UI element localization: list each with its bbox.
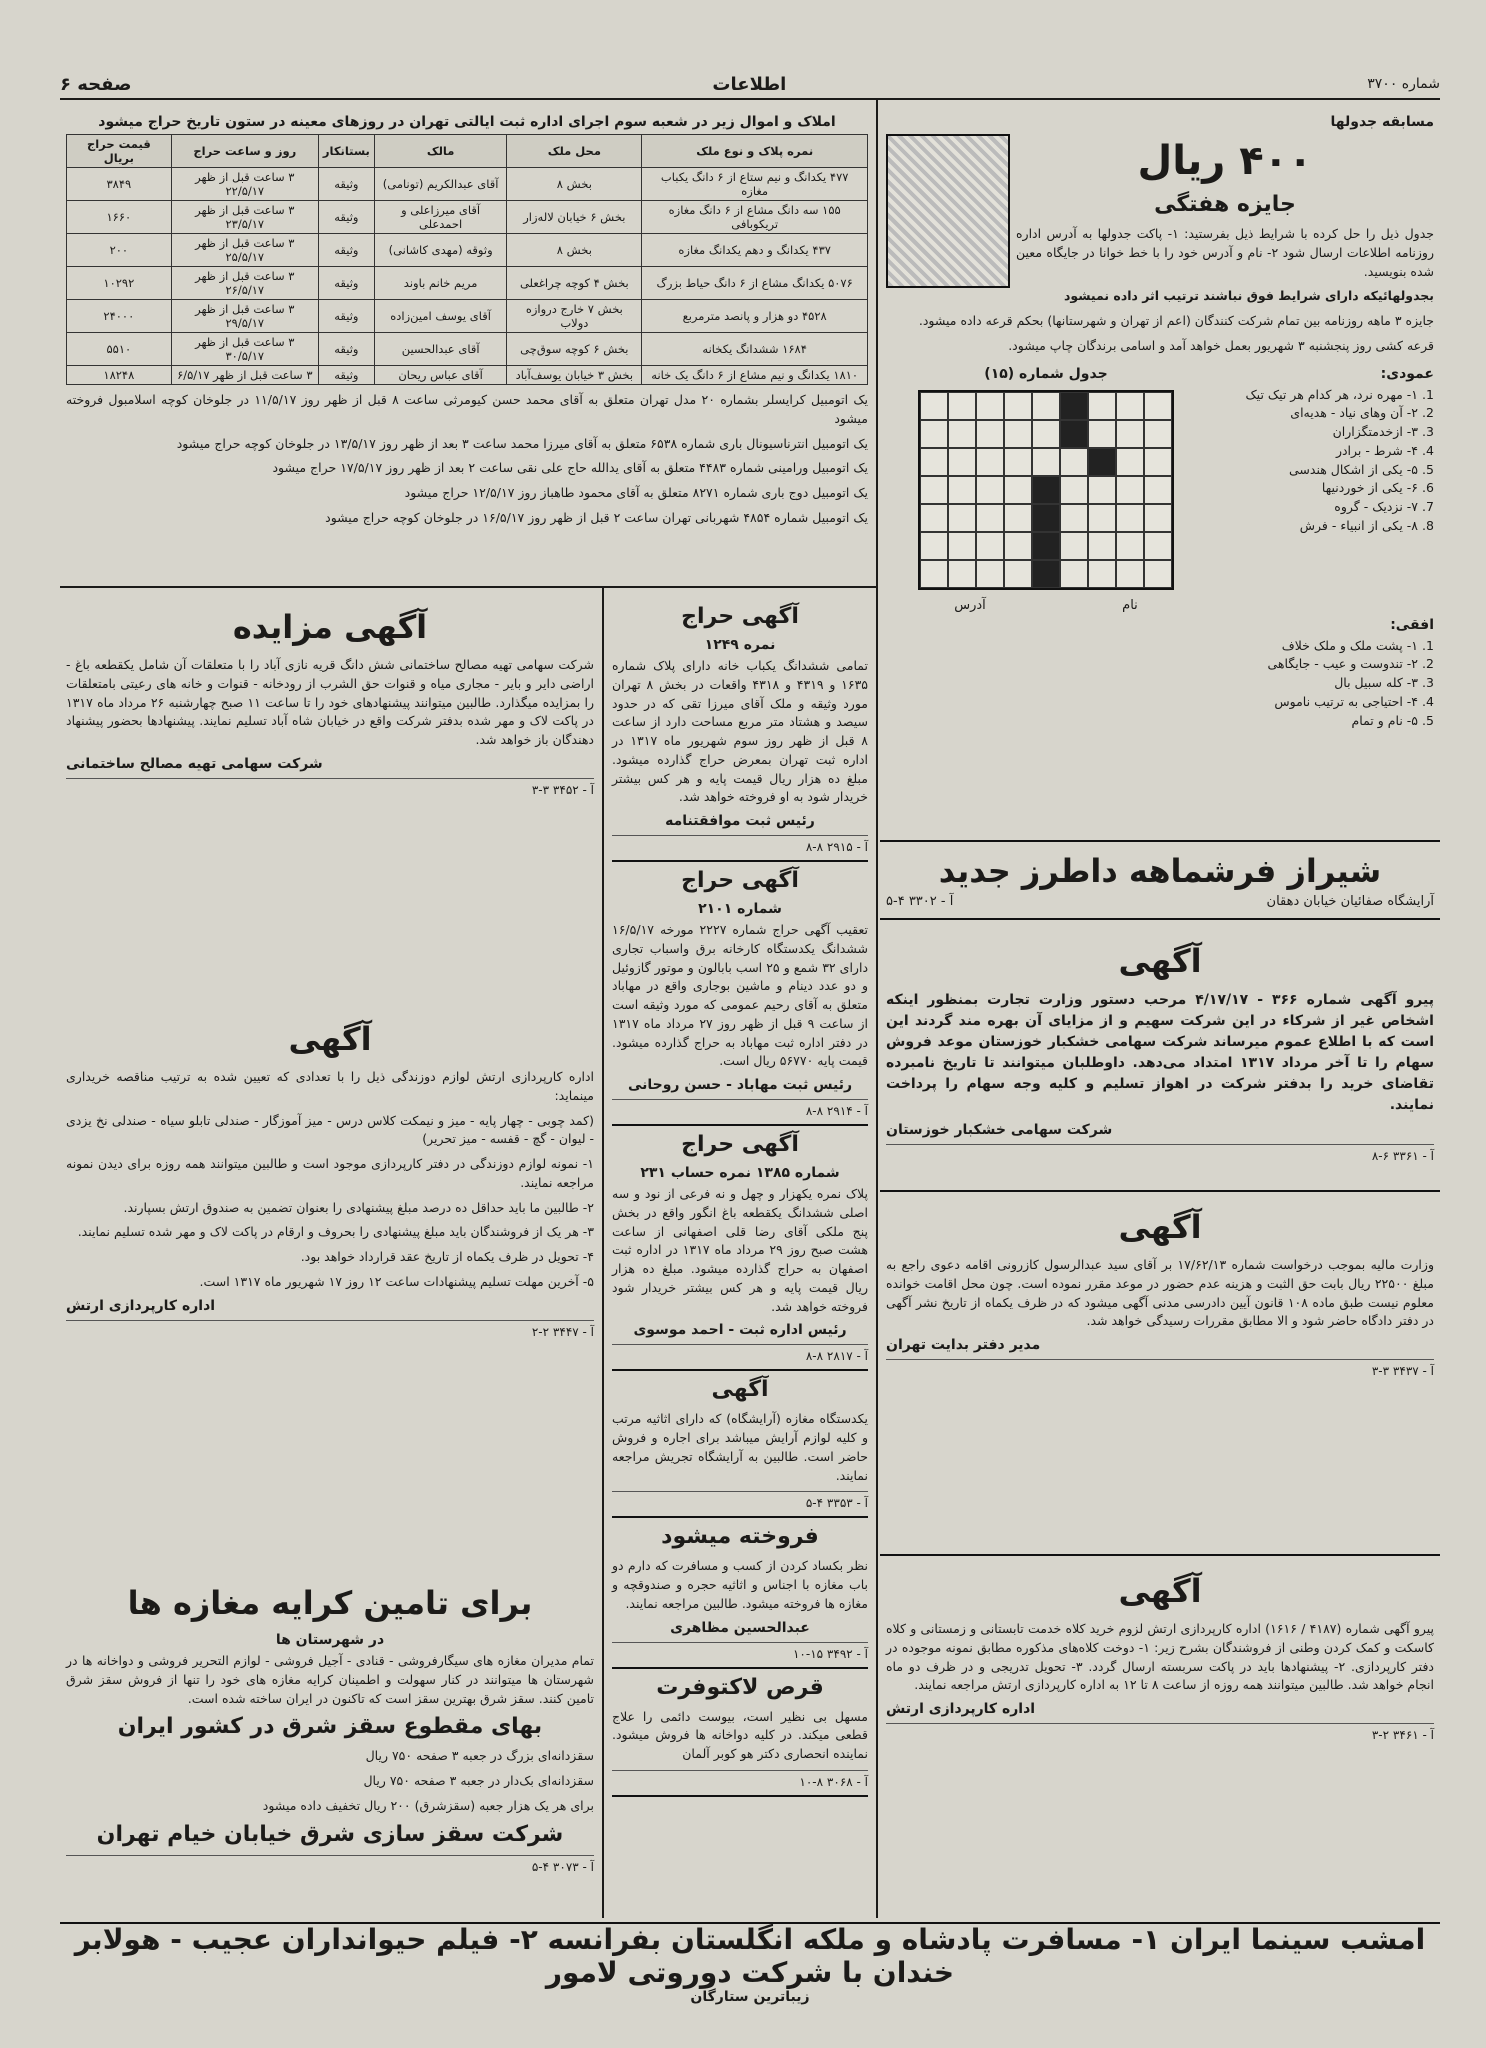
clue-item: 8. ۸- یکی از انبیاء - فرش	[1214, 517, 1418, 536]
table-cell: ۳۸۴۹	[67, 168, 172, 201]
crossword-cell[interactable]	[1060, 476, 1088, 504]
clue-item: 6. ۶- یکی از خوردنیها	[1214, 479, 1418, 498]
middle-notice-title: آگهی حراج	[681, 868, 799, 893]
crossword-cell[interactable]	[1116, 532, 1144, 560]
notice3-title: آگهی	[1118, 1572, 1202, 1610]
middle-notice-ref: آ - ۲۹۱۴ ۸-۸	[612, 1099, 868, 1118]
table-cell: بخش ۶ خیابان لاله‌زار	[507, 201, 642, 234]
clue-item: 2. ۲- آن وهای نیاد - هدیه‌ای	[1214, 404, 1418, 423]
notice1-signature: شرکت سهامی خشکبار خوزستان	[886, 1122, 1113, 1138]
shops-body: تمام مدیران مغازه های سیگارفروشی - قنادی - آجیل فروشی - لوازم التحریر فروشی و دواخانه ها در شهرستان ها میتوانند در کنار سهولت و اطمینان کرایه مغازه های خود را تنها از فروش سقز شرق تامین کنند. سقز شرق بهترین سقز است که تاکنون در ایران ساخته شده است.	[66, 1653, 594, 1706]
army-signature: اداره کارپردازی ارتش	[66, 1297, 216, 1314]
table-cell: ۲۴۰۰۰	[67, 300, 172, 333]
middle-notice	[612, 868, 868, 1126]
table-row	[67, 333, 868, 366]
middle-notice-body: یکدستگاه مغازه (آرایشگاه) که دارای اثاثیه مرتب و کلیه لوازم آرایش میباشد برای اجاره و فروش حاضر است. طالبین به آرایشگاه تجریش مراجعه نمایند.	[612, 1411, 868, 1483]
crossword-cell[interactable]	[1032, 560, 1060, 588]
army-condition: ۳- هر یک از فروشندگان باید مبلغ پیشنهادی را بحروف و ارقام در پاکت لاک و مهر شده تسلیم نمایند.	[77, 1224, 594, 1240]
notice2-body: وزارت مالیه بموجب درخواست شماره ۱۷/۶۲/۱۳ بر آقای سید عبدالرسول کازرونی اقامه دعوی راجع به مبلغ ۲۲۵۰۰ ریال بابت حق الثبت و هزینه عدم حضور در موعد مقرر نموده است. چون محل اقامت خوانده معلوم نیست طبق ماده ۱۰۸ قانون آیین دادرسی مدنی آگهی میشود که در ظرف یکماه از تاریخ نشر آگهی در دفتر دادگاه حاضر شود و الا مطابق مقررات رسیدگی خواهد شد.	[886, 1257, 1435, 1329]
middle-notice-body: نظر بکساد کردن از کسب و مسافرت که دارم دو باب مغازه با اجناس و اثاثیه حجره و صندوقچه و مغازه ها فروخته میشود. طالبین مراجعه نمایند.	[612, 1558, 868, 1611]
column-divider	[602, 588, 604, 1918]
puzzle-section-title: مسابقه جدولها	[1330, 114, 1434, 130]
table-row	[67, 234, 868, 267]
crossword-cell[interactable]	[976, 532, 1004, 560]
crossword-cell[interactable]	[976, 420, 1004, 448]
table-cell: ۳ ساعت قبل از ظهر ۶/۵/۱۷	[171, 366, 318, 385]
clue-item: 5. ۵- نام و تمام	[886, 712, 1418, 731]
ledger-section	[60, 104, 874, 584]
middle-notice-body: پلاک نمره یکهزار و چهل و نه فرعی از نود و سه اصلی ششدانگ یکقطعه باغ انگور واقع در بخش پنج ملکی آقای رضا قلی اصفهانی از ساعت هشت صبح روز ۲۹ مرداد ماه ۱۳۱۷ در اداره ثبت اصفهان به حراج گذارده میشود. مبلغ ده هزار ریال قیمت پایه و هر کس بیشتر خریدار شود فروخته خواهد شد.	[612, 1186, 868, 1314]
table-cell: آقای عبدالکریم (تونامی)	[374, 168, 507, 201]
table-cell: وثیقه	[318, 201, 374, 234]
crossword-cell[interactable]	[1004, 560, 1032, 588]
table-cell: ۱۰۲۹۲	[67, 267, 172, 300]
army-title: آگهی	[288, 1020, 372, 1058]
auction-ref: آ - ۳۴۵۲ ۳-۳	[66, 778, 594, 797]
ledger-note: یک اتومبیل دوج باری شماره ۸۲۷۱ متعلق به آقای محمود طاهباز روز ۱۲/۵/۱۷ حراج میشود	[404, 485, 868, 500]
puzzle-down-clues	[1214, 386, 1434, 536]
crossword-cell[interactable]	[948, 448, 976, 476]
table-cell: بخش ۶ کوچه سوق‌چی	[507, 333, 642, 366]
ledger-column-header: محل ملک	[507, 135, 642, 168]
crossword-cell[interactable]	[920, 504, 948, 532]
middle-notice-title: آگهی حراج	[681, 604, 799, 629]
crossword-cell[interactable]	[1116, 392, 1144, 420]
ledger-note: یک اتومبیل کرایسلر بشماره ۲۰ مدل تهران متعلق به آقای محمد حسن کیومرثی ساعت ۸ قبل از ظهر روز ۱۱/۵/۱۷ در جلوخان کوچه اسلامبول فروخته میشود	[66, 392, 869, 426]
clue-item: 4. ۴- احتیاجی به ترتیب ناموس	[886, 693, 1418, 712]
crossword-cell[interactable]	[1004, 476, 1032, 504]
shops-sub: در شهرستان ها	[275, 1632, 385, 1648]
table-cell: ۳ ساعت قبل از ظهر ۲۲/۵/۱۷	[171, 168, 318, 201]
middle-notice-ref: آ - ۲۹۱۵ ۸-۸	[612, 835, 868, 854]
crossword-cell[interactable]	[920, 560, 948, 588]
crossword-cell[interactable]	[1060, 560, 1088, 588]
issue-number: شماره ۳۷۰۰	[1367, 76, 1440, 92]
shops-price-title: بهای مقطوع سقز شرق در کشور ایران	[117, 1714, 543, 1740]
crossword-cell[interactable]	[1144, 448, 1172, 476]
crossword-cell[interactable]	[1144, 392, 1172, 420]
middle-notice-title: آگهی	[711, 1377, 769, 1403]
table-row	[67, 267, 868, 300]
crossword-cell[interactable]	[1116, 504, 1144, 532]
crossword-cell[interactable]	[976, 504, 1004, 532]
middle-notice-signature: رئیس ثبت مهاباد - حسن روحانی	[627, 1077, 853, 1093]
table-cell: ۵۵۱۰	[67, 333, 172, 366]
crossword-cell[interactable]	[1032, 532, 1060, 560]
crossword-cell[interactable]	[1088, 392, 1116, 420]
middle-notice-signature: عبدالحسین مظاهری	[670, 1619, 810, 1636]
table-cell: ۴۷۷ یکدانگ و نیم ستاع از ۶ دانگ یکباب مغازه	[642, 168, 868, 201]
notice-1	[880, 926, 1440, 1186]
table-cell: وثیقه	[318, 366, 374, 385]
crossword-cell[interactable]	[1032, 476, 1060, 504]
middle-notice	[612, 604, 868, 862]
notice1-body: پیرو آگهی شماره ۳۶۶ - ۴/۱۷/۱۷ مرحب دستور وزارت تجارت بمنظور اینکه اشخاص غیر از شرکاء در این شرکت سهیم و از مزایای آن بهره مند گردند این است که با اطلاع عموم میرساند شرکت سهامی خشکبار خوزستان موعد فروش سهام را تا آخر مرداد ۱۳۱۷ امتداد می‌دهد. داوطلبان میتوانند تا تاریخ نامبرده تقاضای خرید را بدفتر شرکت در اهواز تسلیم و کلیه وجه سهام را پرداخت نمایند.	[886, 992, 1434, 1113]
middle-column	[606, 592, 874, 1918]
table-row	[67, 366, 868, 385]
auction-body: شرکت سهامی تهیه مصالح ساختمانی شش دانگ قریه نازی آباد را با متعلقات آن شامل یکقطعه باغ - اراضی دایر و بایر - مجاری میاه و قنوات حق الشرب از رودخانه - قنوات و خانه های رعیتی بامتعلقات را بمزایده میگذارد. طالبین میتوانند پیشنهادهای خود را تا ساعت ۱۱ صبح چهارشنبه ۲۶ مرداد ماه ۱۳۱۷ در پاکت لاک و مهر شده بدفتر شرکت واقع در خیابان شاه آباد تسلیم نمایند. پیشنهادها بحضور پیشنهاد دهندگان باز خواهد شد.	[66, 657, 595, 747]
middle-notice	[612, 1377, 868, 1518]
table-cell: وثیقه	[318, 300, 374, 333]
notice-3	[880, 1554, 1440, 1918]
table-cell: ۴۳۷ یکدانگ و دهم یکدانگ مغازه	[642, 234, 868, 267]
table-row	[67, 201, 868, 234]
crossword-cell[interactable]	[1032, 448, 1060, 476]
notice2-ref: آ - ۳۴۳۷ ۳-۳	[886, 1359, 1434, 1378]
middle-notice-number: شماره ۱۳۸۵ نمره حساب ۲۳۱	[640, 1165, 840, 1181]
ledger-note: یک اتومبیل ورامینی شماره ۴۴۸۳ متعلق به آقای یدالله حاج علی نقی ساعت ۲ بعد از ظهر روز ۱۷/۵/۱۷ حراج میشود	[272, 460, 868, 476]
crossword-cell[interactable]	[920, 420, 948, 448]
table-cell: بخش ۸	[507, 234, 642, 267]
puzzle-address-label: آدرس	[954, 597, 986, 613]
table-cell: ۳ ساعت قبل از ظهر ۲۳/۵/۱۷	[171, 201, 318, 234]
table-cell: ۱۸۱۰ یکدانگ و نیم مشاع از ۶ دانگ یک خانه	[642, 366, 868, 385]
crossword-cell[interactable]	[1004, 392, 1032, 420]
table-cell: ۵۰۷۶ یکدانگ مشاع از ۶ دانگ حیاط بزرگ	[642, 267, 868, 300]
table-cell: وثیقه	[318, 267, 374, 300]
clue-item: 3. ۳- کله سبیل بال	[886, 674, 1418, 693]
crossword-cell[interactable]	[1088, 504, 1116, 532]
table-cell: ۱۸۲۴۸	[67, 366, 172, 385]
table-cell: آقای عباس ریحان	[374, 366, 507, 385]
ledger-title: املاک و اموال زیر در شعبه سوم اجرای اداره ثبت ایالتی تهران در روزهای معینه در ستون تاریخ حراج میشود	[98, 114, 836, 130]
table-cell: ۲۰۰	[67, 234, 172, 267]
middle-notice-title: قرص لاکتوفرت	[656, 1674, 824, 1700]
column-divider	[876, 100, 878, 1918]
crossword-cell[interactable]	[948, 504, 976, 532]
clue-item: 3. ۳- ازخدمتگزاران	[1214, 423, 1418, 442]
middle-notice-body: تمامی ششدانگ یکباب خانه دارای پلاک شماره ۱۶۳۵ و ۴۳۱۹ و ۴۳۱۸ واقعات در بخش ۸ تهران مورد وثیقه و ملک آقای میرزا تقی که در حدود سیصد و هشتاد متر مربع مساحت دارد از ساعت ۸ قبل از ظهر روز سوم شهریور ماه ۱۳۱۷ در اداره ثبت تهران بمعرض حراج گذارده میشود. مبلغ ده هزار ریال قیمت پایه و هر کس بیشتر خریدار شود به او فروخته خواهد شد.	[612, 658, 869, 805]
crossword-cell[interactable]	[1060, 392, 1088, 420]
crossword-cell[interactable]	[1088, 420, 1116, 448]
crossword-cell[interactable]	[1004, 504, 1032, 532]
table-cell: ۱۶۶۰	[67, 201, 172, 234]
puzzle-across-clues	[886, 637, 1434, 731]
table-cell: وثوقه (مهدی کاشانی)	[374, 234, 507, 267]
crossword-cell[interactable]	[948, 392, 976, 420]
clue-item: 7. ۷- نزدیک - گروه	[1214, 498, 1418, 517]
army-intro: اداره کارپردازی ارتش لوازم دوزندگی ذیل را با تعدادی که تعیین شده به ترتیب مناقصه خریداری مینماید:	[66, 1069, 594, 1103]
crossword-cell[interactable]	[976, 476, 1004, 504]
crossword-cell[interactable]	[976, 448, 1004, 476]
crossword-cell[interactable]	[1116, 560, 1144, 588]
puzzle-illustration	[886, 134, 1010, 288]
table-cell: وثیقه	[318, 333, 374, 366]
crossword-cell[interactable]	[976, 392, 1004, 420]
clue-item: 1. ۱- مهره نرد، هر کدام هر تیک تیک	[1214, 386, 1418, 405]
shops-ref: آ - ۳۰۷۳ ۴-۵	[66, 1855, 594, 1874]
clue-item: 1. ۱- پشت ملک و ملک خلاف	[886, 637, 1418, 656]
cinema-text: امشب سینما ایران ۱- مسافرت پادشاه و ملکه انگلستان بفرانسه ۲- فیلم حیوانداران عجیب - هولابر خندان با شرکت دوروتی لامور	[74, 1923, 1426, 1989]
crossword-cell[interactable]	[1116, 420, 1144, 448]
table-cell: ۱۵۵ سه دانگ مشاع از ۶ دانگ مغازه تریکوبافی	[642, 201, 868, 234]
auction-notice	[60, 592, 600, 1002]
crossword-cell[interactable]	[1144, 420, 1172, 448]
notice3-body: پیرو آگهی شماره (۴۱۸۷ / ۱۶۱۶) اداره کارپردازی ارتش لزوم خرید کلاه خدمت تابستانی و زمستانی و کلاه کاسکت و کمک کردن وطنی از فروشندگان بشرح زیر: ۱- دوخت کلاه‌های مذکوره مطابق نمونه موجوده در دفتر کارپردازی. ۲- پیشنهادها باید در پاکت سربسته ارسال گردد. ۳- تحویل تدریجی و در ظرف دو ماه انجام خواهد شد. طالبین میتوانند همه روزه از ساعت ۸ تا ۱۲ به اداره کارپردازی ارتش مراجعه نمایند.	[886, 1621, 1435, 1693]
crossword-cell[interactable]	[920, 532, 948, 560]
puzzle-section	[880, 104, 1440, 834]
middle-notice-body: مسهل بی نظیر است، بیوست دائمی را علاج قطعی میکند. در کلیه دواخانه ها فروش میشود. نماینده انحصاری دکتر هو کوبر آلمان	[612, 1708, 868, 1761]
crossword-cell[interactable]	[1144, 504, 1172, 532]
crossword-cell[interactable]	[1144, 476, 1172, 504]
shiraz-title: شیراز فرشماهه داطرز جدید	[938, 852, 1382, 890]
crossword-cell[interactable]	[1060, 448, 1088, 476]
shiraz-ad	[880, 840, 1440, 920]
middle-notice-title: فروخته میشود	[661, 1524, 819, 1550]
shops-ad	[60, 1568, 600, 1918]
middle-notice-number: نمره ۱۲۴۹	[704, 637, 776, 653]
ledger-column-header: مالک	[374, 135, 507, 168]
crossword-cell[interactable]	[1088, 448, 1116, 476]
table-cell: ۴۵۲۸ دو هزار و پانصد مترمربع	[642, 300, 868, 333]
ledger-column-header: نمره پلاک و نوع ملک	[642, 135, 868, 168]
crossword-cell[interactable]	[976, 560, 1004, 588]
puzzle-title: جدول شماره (۱۵)	[984, 365, 1108, 382]
crossword-cell[interactable]	[948, 560, 976, 588]
table-cell: بخش ۴ کوچه چراغعلی	[507, 267, 642, 300]
ledger-column-header: روز و ساعت حراج	[171, 135, 318, 168]
middle-notice-title: آگهی حراج	[681, 1132, 799, 1157]
army-ref: آ - ۳۴۴۷ ۲-۲	[66, 1320, 594, 1339]
crossword-cell[interactable]	[1032, 392, 1060, 420]
crossword-cell[interactable]	[1088, 476, 1116, 504]
ledger-table	[66, 134, 868, 385]
crossword-cell[interactable]	[1116, 448, 1144, 476]
crossword-cell[interactable]	[948, 476, 976, 504]
table-cell: وثیقه	[318, 234, 374, 267]
table-row	[67, 168, 868, 201]
table-cell: بخش ۳ خیابان یوسف‌آباد	[507, 366, 642, 385]
table-cell: وثیقه	[318, 168, 374, 201]
crossword-cell[interactable]	[920, 476, 948, 504]
paper-name: اطلاعات	[712, 73, 787, 95]
table-cell: بخش ۷ خارج دروازه دولاب	[507, 300, 642, 333]
crossword-cell[interactable]	[1116, 476, 1144, 504]
middle-notice-ref: آ - ۳۰۶۸ ۸-۱۰	[612, 1770, 868, 1789]
table-cell: آقای عبدالحسین	[374, 333, 507, 366]
shiraz-ref: آ - ۳۳۰۲ ۴-۵	[886, 894, 954, 909]
ledger-note: یک اتومبیل انترناسیونال باری شماره ۶۵۳۸ متعلق به آقای میرزا محمد ساعت ۳ بعد از ظهر روز ۱۳/۵/۱۷ در جلوخان کوچه حراج میشود	[176, 435, 868, 451]
ledger-header-row	[67, 135, 868, 168]
middle-notice	[612, 1524, 868, 1668]
crossword-cell[interactable]	[1060, 532, 1088, 560]
crossword-cell[interactable]	[1144, 532, 1172, 560]
masthead	[60, 72, 1440, 96]
notice2-title: آگهی	[1118, 1208, 1202, 1246]
puzzle-prize-label: جایزه هفتگی	[1154, 192, 1296, 217]
puzzle-note: بجدولهائیکه دارای شرایط فوق نباشند ترتیب اثر داده نمیشود	[1063, 288, 1434, 304]
table-cell: ۳ ساعت قبل از ظهر ۳۰/۵/۱۷	[171, 333, 318, 366]
table-cell: ۳ ساعت قبل از ظهر ۲۶/۵/۱۷	[171, 267, 318, 300]
middle-notice-ref: آ - ۲۸۱۷ ۸-۸	[612, 1344, 868, 1363]
middle-notice-signature: رئیس اداره ثبت - احمد موسوی	[633, 1322, 847, 1339]
middle-notice-signature: رئیس ثبت موافقتنامه	[665, 813, 815, 829]
table-cell: آقای میرزاعلی و احمدعلی	[374, 201, 507, 234]
crossword-cell[interactable]	[1032, 504, 1060, 532]
puzzle-prize: ۴۰۰ ریال	[1137, 138, 1313, 184]
army-conditions	[66, 1155, 594, 1292]
army-notice	[60, 1004, 600, 1564]
army-condition: ۵- آخرین مهلت تسلیم پیشنهادات ساعت ۱۲ روز ۱۷ شهریور ماه ۱۳۱۷ است.	[199, 1273, 594, 1289]
cinema-sub: زیباترین ستارگان	[690, 1989, 810, 2005]
table-cell: ۳ ساعت قبل از ظهر ۲۵/۵/۱۷	[171, 234, 318, 267]
crossword-cell[interactable]	[1060, 504, 1088, 532]
crossword-cell[interactable]	[1060, 420, 1088, 448]
table-cell: ۱۶۸۴ ششدانگ یکخانه	[642, 333, 868, 366]
ledger-column-header: قیمت حراج بریال	[67, 135, 172, 168]
shops-prices	[66, 1747, 594, 1815]
clue-item: 4. ۴- شرط - برادر	[1214, 442, 1418, 461]
crossword-cell[interactable]	[948, 532, 976, 560]
army-condition: ۱- نمونه لوازم دوزندگی در دفتر کارپردازی موجود است و طالبین میتوانند همه روزه برای دیدن نمونه مراجعه نمایند.	[66, 1156, 594, 1190]
middle-notice	[612, 1675, 868, 1797]
shiraz-sub: آرایشگاه صفائیان خیابان دهقان	[1266, 894, 1434, 909]
notice-2	[880, 1190, 1440, 1550]
army-condition: ۲- طالبین ما باید حداقل ده درصد مبلغ پیشنهادی را بعنوان تضمین به صندوق ارتش بسپارند.	[123, 1199, 594, 1215]
price-line: سقزدانه‌ای بک‌دار در جعبه ۳ صفحه ۷۵۰ ریال	[363, 1773, 594, 1788]
middle-notice-ref: آ - ۳۳۵۳ ۴-۵	[612, 1491, 868, 1510]
crossword-cell[interactable]	[1144, 560, 1172, 588]
table-cell: آقای یوسف امین‌زاده	[374, 300, 507, 333]
shops-title: برای تامین کرایه مغازه ها	[127, 1584, 533, 1622]
crossword-cell[interactable]	[1032, 420, 1060, 448]
crossword-cell[interactable]	[1004, 532, 1032, 560]
crossword-cell[interactable]	[920, 392, 948, 420]
table-row	[67, 300, 868, 333]
middle-notice-body: تعقیب آگهی حراج شماره ۲۲۲۷ مورخه ۱۶/۵/۱۷ ششدانگ یکدستگاه کارخانه برق واسباب تجاری دارای ۳۲ شمع و ۲۵ اسب بابالون و موتور گازوئیل و دو عدد دینام و ماشین بوجاری واقع در مهاباد متعلق به آقای رحیم عمومی که مورد وثیقه است از ساعت ۹ قبل از ظهر روز ۲۷ مرداد ماه ۱۳۱۷ در دفتر اداره ثبت مهاباد به حراج گذارده میشود. قیمت پایه ۵۶۷۷۰ ریال است.	[612, 922, 869, 1069]
ledger-notes	[66, 391, 868, 528]
puzzle-deadline: قرعه کشی روز پنجشنبه ۳ شهریور بعمل خواهد آمد و اسامی برندگان چاپ میشود.	[1008, 337, 1434, 353]
crossword-cell[interactable]	[1088, 532, 1116, 560]
auction-title: آگهی مزایده	[232, 608, 428, 646]
clue-item: 2. ۲- تندوست و عیب - جایگاهی	[886, 655, 1418, 674]
puzzle-across-label: افقی:	[1390, 616, 1434, 633]
section-rule	[60, 586, 876, 588]
notice1-ref: آ - ۳۳۶۱ ۶-۸	[886, 1144, 1434, 1163]
puzzle-down-label: عمودی:	[1380, 365, 1434, 382]
table-cell: بخش ۸	[507, 168, 642, 201]
crossword-cell[interactable]	[1004, 448, 1032, 476]
crossword-cell[interactable]	[1088, 560, 1116, 588]
puzzle-intro: جدول ذیل را حل کرده با شرایط ذیل بفرستید: ۱- پاکت جدولها به آدرس اداره روزنامه اطلاعات ارسال شود ۲- نام و آدرس خود را با خط خوانا در جایگاه معین شده بنویسید.	[1016, 226, 1434, 279]
middle-notice-number: شماره ۲۱۰۱	[698, 901, 782, 917]
clue-item: 5. ۵- یکی از اشکال هندسی	[1214, 461, 1418, 480]
price-line: سقزدانه‌ای بزرگ در جعبه ۳ صفحه ۷۵۰ ریال	[365, 1748, 594, 1764]
page-number: صفحه ۶	[60, 73, 132, 95]
middle-notice-ref: آ - ۳۴۹۲ ۱۵-۱۰	[612, 1642, 868, 1661]
puzzle-name-label: نام	[1122, 597, 1138, 613]
price-line: برای هر یک هزار جعبه (سقزشرق) ۲۰۰ ریال تخفیف داده میشود	[262, 1797, 594, 1813]
cinema-banner	[60, 1922, 1440, 2004]
auction-signature: شرکت سهامی تهیه مصالح ساختمانی	[66, 755, 323, 772]
notice3-signature: اداره کارپردازی ارتش	[886, 1701, 1036, 1717]
ledger-column-header: بستانکار	[318, 135, 374, 168]
notice1-title: آگهی	[1118, 942, 1202, 980]
crossword-cell[interactable]	[948, 420, 976, 448]
notice2-signature: مدیر دفتر بدایت تهران	[886, 1337, 1041, 1353]
top-rule	[60, 98, 1440, 100]
crossword-cell[interactable]	[920, 448, 948, 476]
puzzle-prize2: جایزه ۳ ماهه روزنامه بین تمام شرکت کنندگان (اعم از تهران و شهرستانها) بحکم قرعه داده میشود.	[918, 313, 1434, 328]
army-items: (کمد چوبی - چهار پایه - میز و نیمکت کلاس درس - میز آموزگار - صندلی تابلو سیاه - صندلی نخ یزدی - لیوان - گچ - قفسه - میز تحریر)	[66, 1112, 594, 1147]
notice3-ref: آ - ۳۴۶۱ ۲-۳	[886, 1723, 1434, 1742]
army-condition: ۴- تحویل در ظرف یکماه از تاریخ عقد قرارداد خواهد بود.	[300, 1249, 594, 1264]
crossword-grid[interactable]	[918, 390, 1174, 590]
shops-company: شرکت سقز سازی شرق خیابان خیام تهران	[96, 1821, 564, 1847]
table-cell: مریم خانم باوند	[374, 267, 507, 300]
middle-notice	[612, 1132, 868, 1371]
ledger-note: یک اتومبیل شماره ۴۸۵۴ شهربانی تهران ساعت ۲ قبل از ظهر روز ۱۶/۵/۱۷ در جلوخان کوچه حراج میشود	[325, 509, 868, 525]
crossword-cell[interactable]	[1004, 420, 1032, 448]
table-cell: ۳ ساعت قبل از ظهر ۲۹/۵/۱۷	[171, 300, 318, 333]
